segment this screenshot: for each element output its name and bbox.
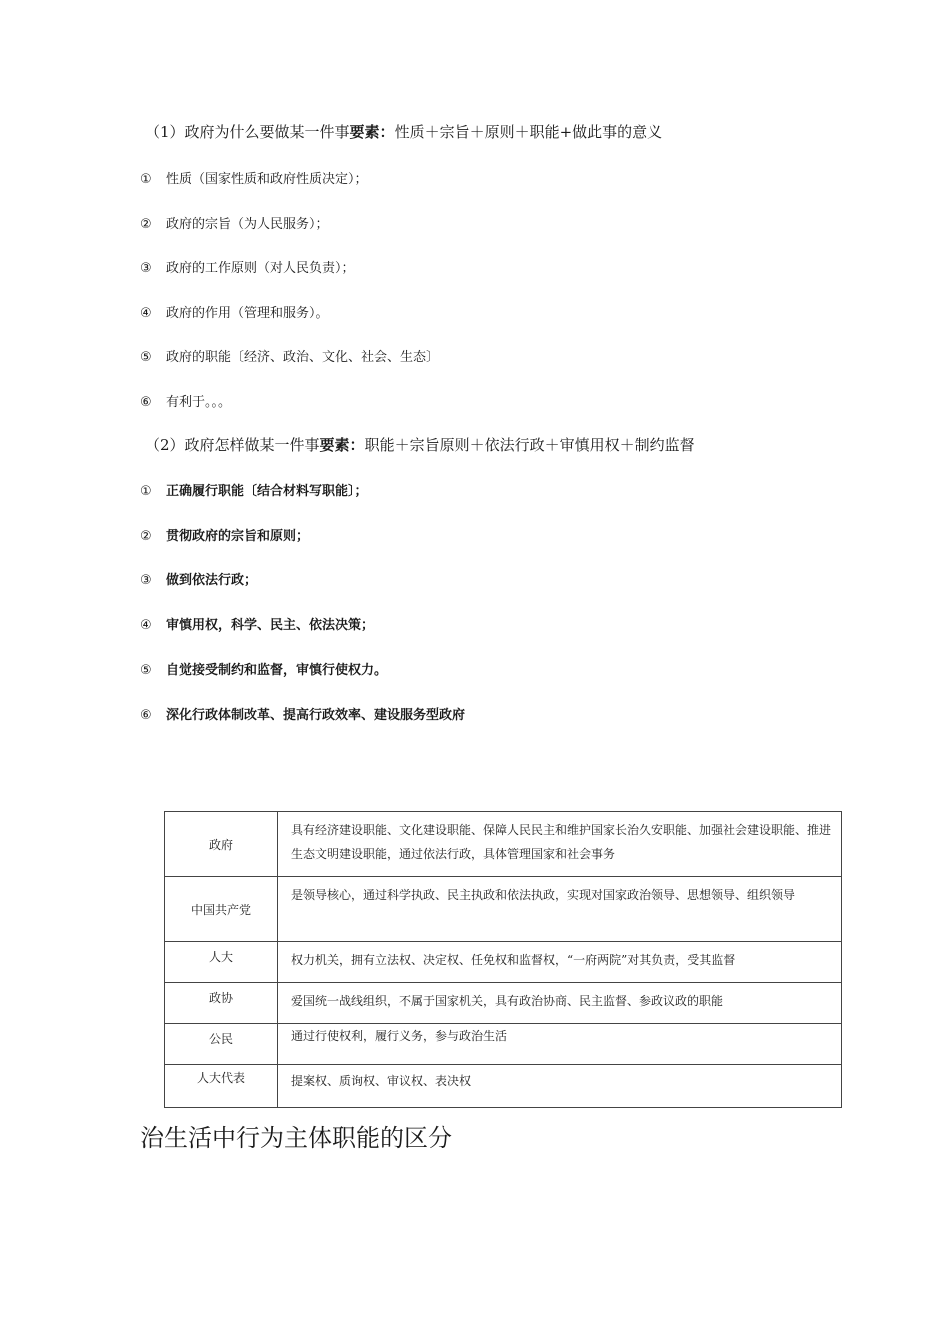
section-2-heading-suffix: 职能＋宗旨原则＋依法行政＋审慎用权＋制约监督 xyxy=(364,436,695,454)
item-text: 做到依法行政； xyxy=(166,573,258,588)
item-text: 正确履行职能〔结合材料写职能〕； xyxy=(166,484,368,499)
item-text: 审慎用权，科学、民主、依法决策； xyxy=(166,618,375,633)
item-text: 政府的宗旨（为人民服务）； xyxy=(166,217,329,232)
section-1-item xyxy=(140,391,231,410)
item-text: 性质（国家性质和政府性质决定）； xyxy=(166,172,368,187)
item-number: ⑥ xyxy=(140,708,152,723)
section-1-heading-prefix: （1）政府为什么要做某一件事 xyxy=(145,123,350,141)
role-name-cell: 中国共产党 xyxy=(165,877,278,942)
table-row xyxy=(165,942,842,983)
table-row xyxy=(165,1065,842,1108)
roles-table xyxy=(164,811,842,1108)
item-text: 自觉接受制约和监督，审慎行使权力。 xyxy=(166,663,388,678)
item-number: ④ xyxy=(140,618,152,633)
item-number: ⑤ xyxy=(140,350,152,365)
table-row xyxy=(165,877,842,942)
item-number: ⑥ xyxy=(140,395,152,410)
item-text: 有利于。。。 xyxy=(166,395,232,410)
item-number: ③ xyxy=(140,573,152,588)
role-desc-cell: 提案权、质询权、审议权、表决权 xyxy=(278,1065,842,1108)
section-1-heading-suffix: 性质＋宗旨＋原则＋职能+做此事的意义 xyxy=(394,123,663,141)
table-row xyxy=(165,983,842,1024)
section-title: 治生活中行为主体职能的区分 xyxy=(140,1124,452,1152)
section-1-item xyxy=(140,213,329,232)
role-name-cell: 政府 xyxy=(165,812,278,877)
item-number: ④ xyxy=(140,306,152,321)
item-number: ② xyxy=(140,217,152,232)
item-text: 贯彻政府的宗旨和原则； xyxy=(166,529,310,544)
item-number: ② xyxy=(140,529,152,544)
role-desc-cell: 权力机关，拥有立法权、决定权、任免权和监督权，“一府两院”对其负责，受其监督 xyxy=(278,942,842,983)
section-1-item xyxy=(140,168,368,187)
section-2-heading-prefix: （2）政府怎样做某一件事 xyxy=(145,436,320,454)
section-2-item xyxy=(140,525,309,544)
section-2-item xyxy=(140,704,465,723)
item-text: 政府的工作原则（对人民负责）； xyxy=(166,261,355,276)
role-desc-cell: 是领导核心，通过科学执政、民主执政和依法执政，实现对国家政治领导、思想领导、组织领导 xyxy=(278,877,842,942)
section-1-item xyxy=(140,257,355,276)
item-text: 深化行政体制改革、提高行政效率、建设服务型政府 xyxy=(166,708,466,723)
section-2-heading-keyword: 要素： xyxy=(319,436,365,454)
role-name-cell: 人大 xyxy=(165,942,278,983)
item-number: ① xyxy=(140,484,152,499)
item-text: 政府的职能〔经济、政治、文化、社会、生态〕 xyxy=(166,350,440,365)
item-number: ⑤ xyxy=(140,663,152,678)
section-1-heading-keyword: 要素： xyxy=(349,123,395,141)
role-desc-cell: 具有经济建设职能、文化建设职能、保障人民民主和维护国家长治久安职能、加强社会建设职能、推进生态文明建设职能，通过依法行政，具体管理国家和社会事务 xyxy=(278,812,842,877)
role-name-cell: 公民 xyxy=(165,1024,278,1065)
section-2-item xyxy=(140,569,257,588)
section-1-heading xyxy=(145,121,662,142)
table-row xyxy=(165,1024,842,1065)
section-1-item xyxy=(140,302,329,321)
role-name-cell: 人大代表 xyxy=(165,1065,278,1108)
item-number: ① xyxy=(140,172,152,187)
section-2-heading xyxy=(145,434,695,455)
role-desc-cell: 通过行使权利，履行义务，参与政治生活 xyxy=(278,1024,842,1065)
item-text: 政府的作用（管理和服务）。 xyxy=(166,306,329,321)
section-1-item xyxy=(140,346,439,365)
item-number: ③ xyxy=(140,261,152,276)
section-2-item xyxy=(140,614,374,633)
role-name-cell: 政协 xyxy=(165,983,278,1024)
table-row xyxy=(165,812,842,877)
role-desc-cell: 爱国统一战线组织，不属于国家机关，具有政治协商、民主监督、参政议政的职能 xyxy=(278,983,842,1024)
section-2-item xyxy=(140,480,368,499)
section-2-item xyxy=(140,659,387,678)
